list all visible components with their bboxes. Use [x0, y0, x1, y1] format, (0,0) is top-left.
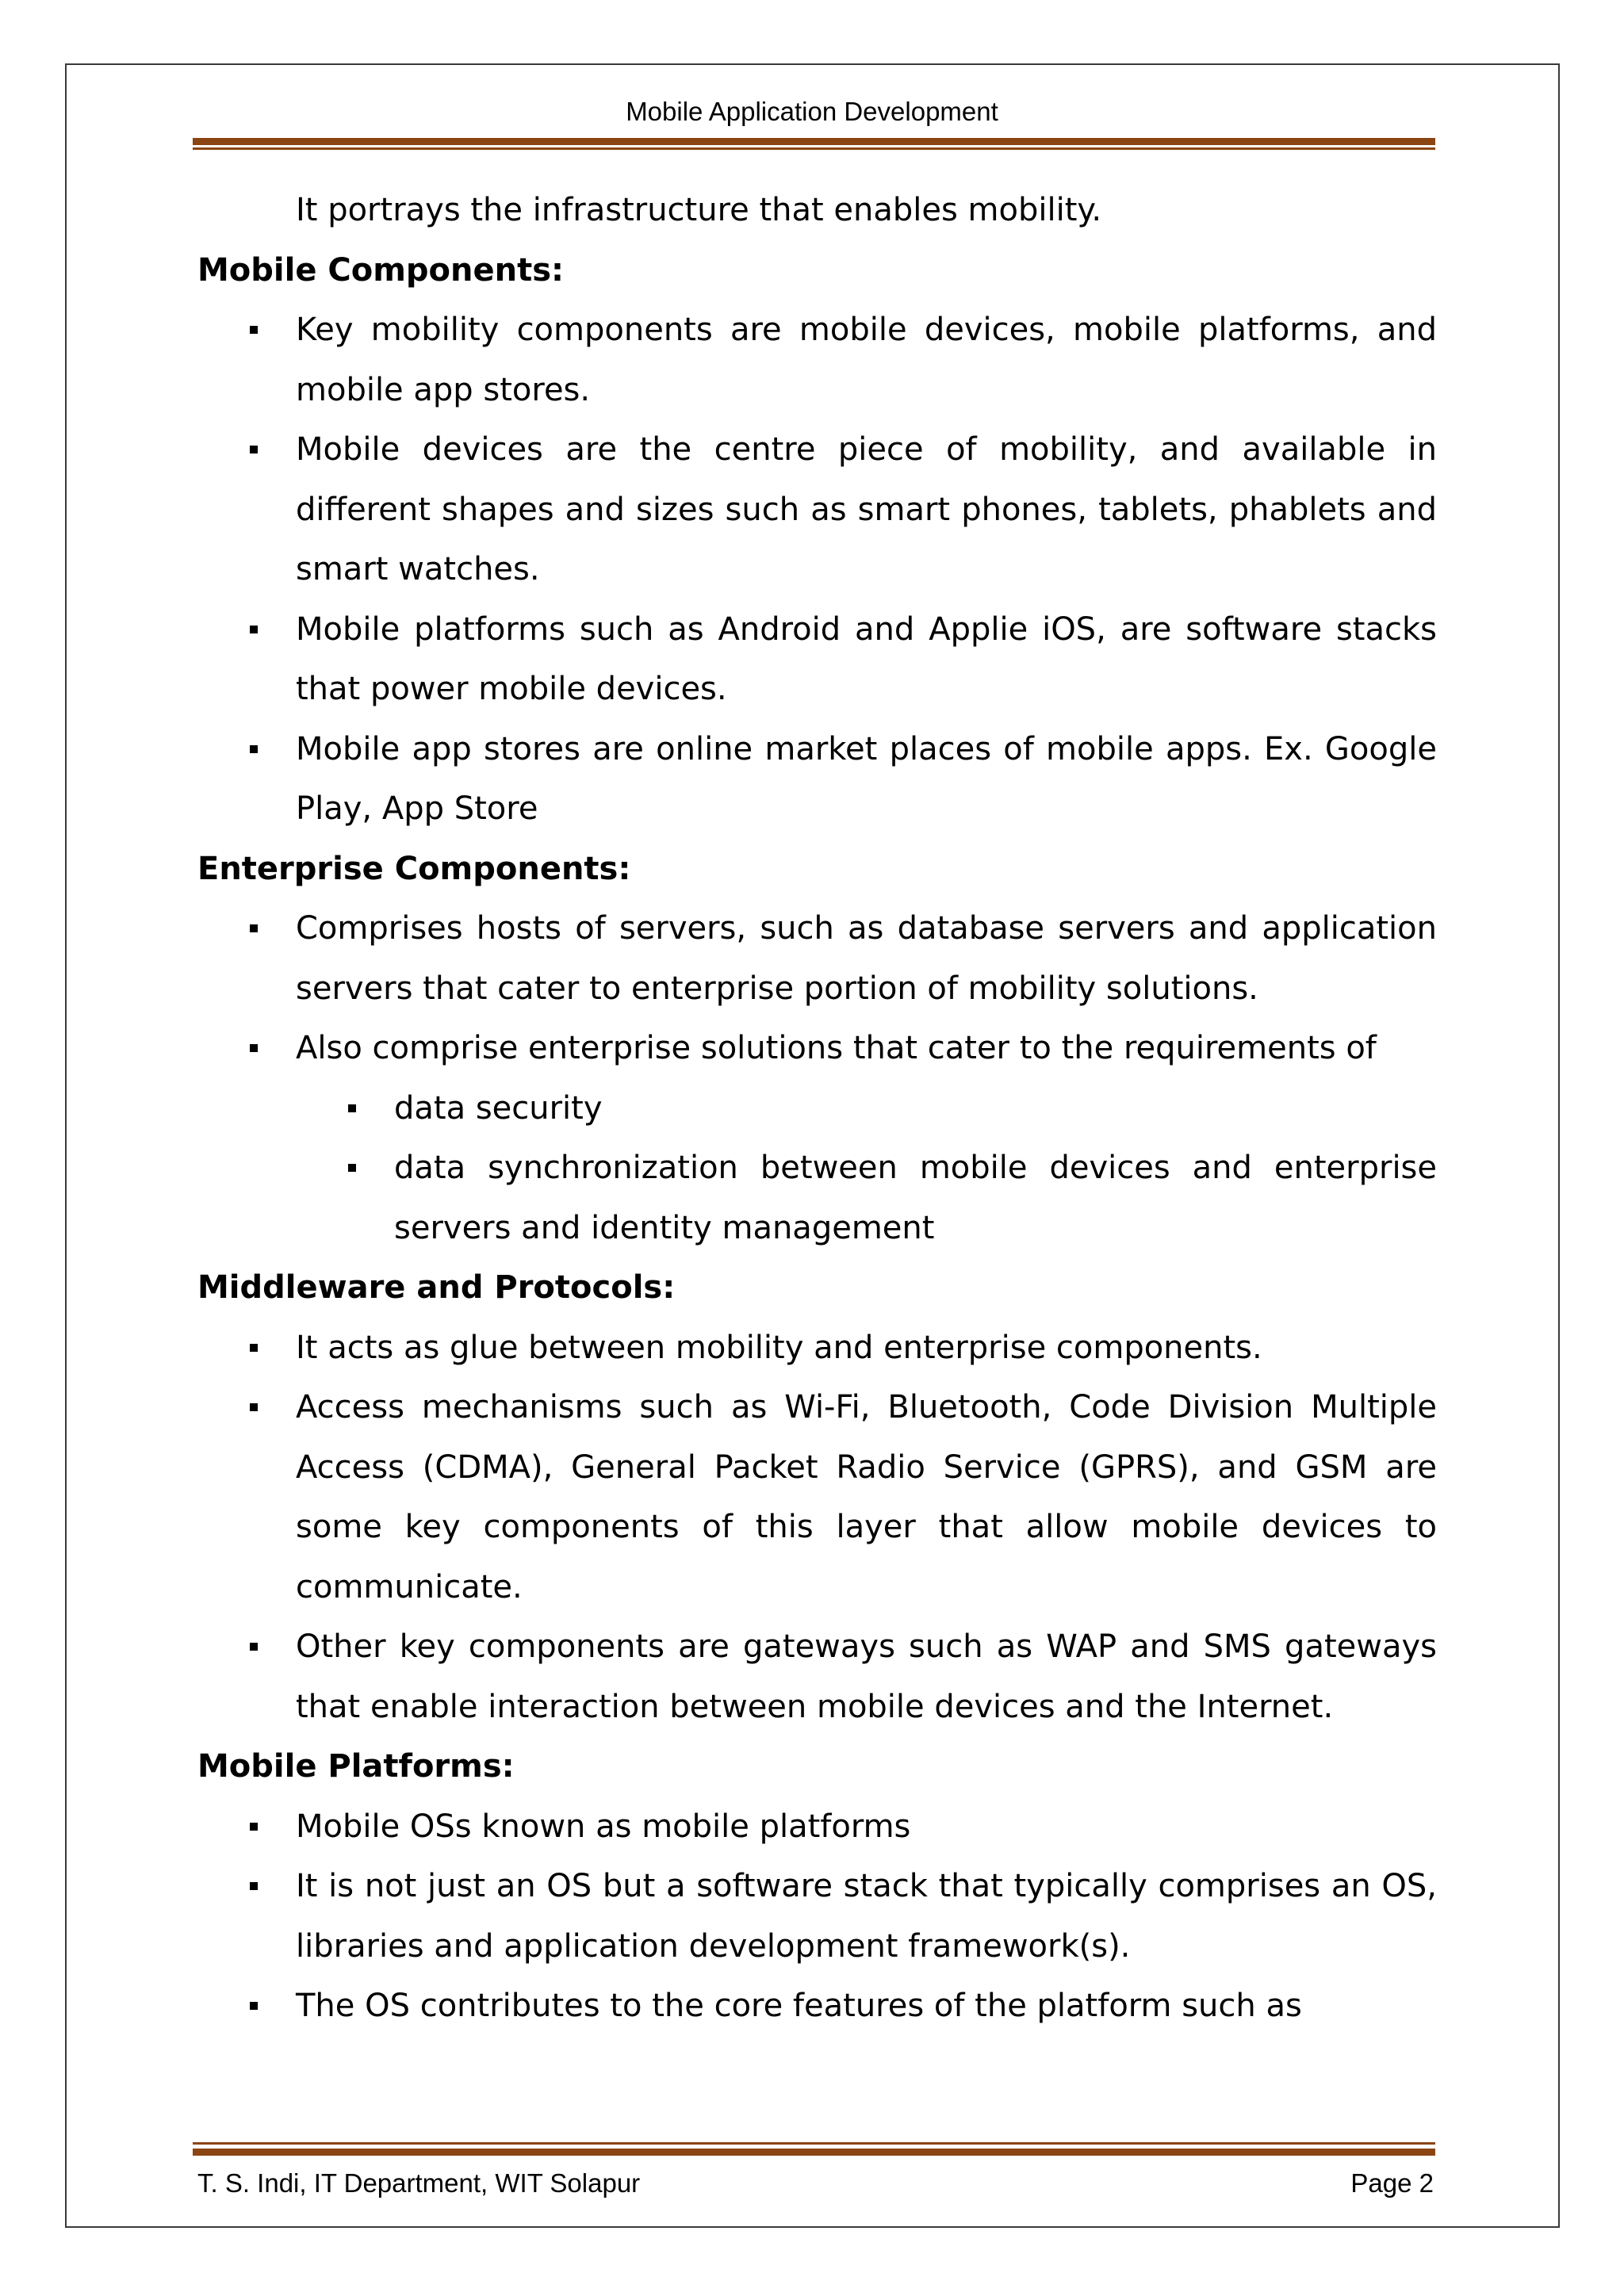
sub-list-item: data security: [197, 1079, 1437, 1139]
bullet-square-icon: [250, 1344, 258, 1352]
footer-author: T. S. Indi, IT Department, WIT Solapur: [197, 2168, 641, 2198]
section-heading-enterprise-components: Enterprise Components:: [197, 850, 631, 887]
list-item: Mobile devices are the centre piece of mobility, and available in different shapes and sizes such as smart phones, tablets, phablets and smart watches.: [197, 420, 1437, 600]
sub-list-item: data synchronization between mobile devices and enterprise servers and identity management: [197, 1138, 1437, 1258]
list-item: Mobile platforms such as Android and Applie iOS, are software stacks that power mobile devices.: [197, 600, 1437, 720]
list-item: Comprises hosts of servers, such as database servers and application servers that cater to enterprise portion of mobility solutions.: [197, 899, 1437, 1019]
bullet-square-icon: [250, 1044, 258, 1052]
header-rule-thin: [193, 147, 1435, 150]
bullet-square-icon: [250, 446, 258, 453]
bullet-square-icon: [250, 1823, 258, 1831]
intro-paragraph: It portrays the infrastructure that enables mobility.: [296, 192, 1102, 228]
list-item: Also comprise enterprise solutions that cater to the requirements of: [197, 1019, 1437, 1079]
bullet-square-icon: [250, 1403, 258, 1411]
bullet-square-icon: [250, 1882, 258, 1890]
list-item: Access mechanisms such as Wi-Fi, Bluetooth, Code Division Multiple Access (CDMA), General Packet Radio Service (GPRS), and GSM are some key components of this layer that allow mobile devices to communicate.: [197, 1378, 1437, 1617]
footer-rule-thin: [193, 2142, 1435, 2145]
document-body: [197, 181, 1437, 2037]
page-number: Page 2: [1350, 2168, 1434, 2198]
section-heading-middleware-protocols: Middleware and Protocols:: [197, 1269, 676, 1306]
list-item: Key mobility components are mobile devices, mobile platforms, and mobile app stores.: [197, 300, 1437, 420]
bullet-square-icon: [250, 326, 258, 334]
list-item: Mobile OSs known as mobile platforms: [197, 1797, 1437, 1858]
bullet-square-icon: [348, 1104, 356, 1112]
list-item: Mobile app stores are online market places of mobile apps. Ex. Google Play, App Store: [197, 720, 1437, 840]
list-item: It is not just an OS but a software stack that typically comprises an OS, libraries and application development framework(s).: [197, 1857, 1437, 1976]
header-rule-thick: [193, 138, 1435, 145]
bullet-square-icon: [250, 2002, 258, 2010]
bullet-square-icon: [250, 924, 258, 932]
section-heading-mobile-platforms: Mobile Platforms:: [197, 1748, 515, 1785]
list-item: The OS contributes to the core features of the platform such as: [197, 1976, 1437, 2037]
running-header: Mobile Application Development: [626, 97, 998, 126]
bullet-square-icon: [250, 626, 258, 633]
list-item: Other key components are gateways such as WAP and SMS gateways that enable interaction between mobile devices and the Internet.: [197, 1617, 1437, 1737]
bullet-square-icon: [348, 1164, 356, 1172]
bullet-square-icon: [250, 745, 258, 753]
section-heading-mobile-components: Mobile Components:: [197, 251, 565, 289]
bullet-square-icon: [250, 1643, 258, 1651]
footer-rule-thick: [193, 2149, 1435, 2156]
list-item: It acts as glue between mobility and enterprise components.: [197, 1318, 1437, 1379]
